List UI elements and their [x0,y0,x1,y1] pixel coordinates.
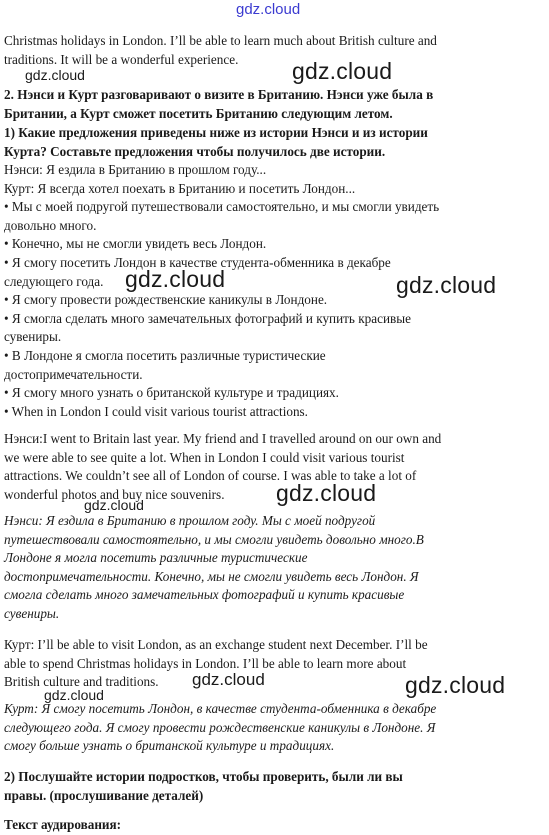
watermark: gdz.cloud [396,272,497,298]
subtask-1-heading [4,124,545,161]
text-line: Курта? Составьте предложения чтобы получилось две истории. [4,143,386,159]
text-line: Лондоне я могла посетить различные туристические [4,550,308,566]
kurt-story-russian [4,700,545,756]
watermark: gdz.cloud [44,687,104,703]
text-line: Christmas holidays in London. I’ll be able to learn much about British culture and [4,33,437,48]
text-line: 2) Послушайте истории подростков, чтобы проверить, были ли вы [4,769,403,784]
text-line: Курт: Я смогу посетить Лондон, в качестве студента-обменника в декабре [4,701,437,716]
list-item: следующего года. [4,273,104,289]
text-line: смогла сделать много замечательных фотографий и купить красивые [4,587,405,603]
list-item: • Я смогу посетить Лондон в качестве студента-обменника в декабре [4,254,391,270]
text-line: 2. Нэнси и Курт разговаривают о визите в Британию. Нэнси уже была в [4,87,434,102]
text-line: правы. (прослушивание деталей) [4,787,204,803]
list-item: Курт: Я всегда хотел поехать в Британию и посетить Лондон... [4,180,356,196]
text-line: сувениры. [4,605,60,621]
text-line: wonderful photos and buy nice souvenirs. [4,486,225,502]
text-line: Британии, а Курт сможет посетить Британию следующим летом. [4,105,393,121]
text-line: смогу больше узнать о британской культуре и традициях. [4,738,335,754]
text-line: Нэнси: Я ездила в Британию в прошлом году. Мы с моей подругой [4,513,376,528]
text-line: traditions. It will be a wonderful experience. [4,51,239,67]
intro-paragraph [4,32,545,69]
text-line: 1) Какие предложения приведены ниже из истории Нэнси и из истории [4,125,428,140]
watermark-top: gdz.cloud [236,1,301,18]
text-line: Курт: I’ll be able to visit London, as an exchange student next December. I’ll be [4,637,428,652]
text-line: attractions. We couldn’t see all of London of course. I was able to take a lot of [4,468,417,484]
text-line: able to spend Christmas holidays in London. I’ll be able to learn more about [4,655,407,671]
text-line: we were able to see quite a lot. When in London I could visit various tourist [4,449,405,465]
audio-text-heading [4,816,545,835]
nancy-story-russian [4,512,545,624]
list-item: сувениры. [4,329,62,345]
watermark: gdz.cloud [276,480,377,506]
watermark: gdz.cloud [25,67,85,83]
watermark: gdz.cloud [84,497,144,513]
list-item: довольно много. [4,217,97,233]
list-item: • Я смогу много узнать о британской культуре и традициях. [4,385,339,401]
text-line: Нэнси:I went to Britain last year. My friend and I travelled around on our own and [4,431,442,446]
list-item: • Я смогу провести рождественские каникулы в Лондоне. [4,292,328,308]
text-line: путешествовали самостоятельно, и мы смогли увидеть довольно много.В [4,531,424,547]
list-item: • Я смогла сделать много замечательных фотографий и купить красивые [4,310,411,326]
subtask-2-heading [4,768,545,805]
list-item: Нэнси: Я ездила в Британию в прошлом году... [4,162,267,177]
list-item: • Мы с моей подругой путешествовали самостоятельно, и мы смогли увидеть [4,199,440,215]
text-line: Текст аудирования: [4,817,122,832]
text-line: достопримечательности. Конечно, мы не смогли увидеть весь Лондон. Я [4,568,419,584]
text-line: следующего года. Я смогу провести рождественские каникулы в Лондоне. Я [4,719,436,735]
text-line: British culture and traditions. [4,674,159,690]
list-item: • Конечно, мы не смогли увидеть весь Лондон. [4,236,267,252]
nancy-story-english [4,430,545,504]
watermark: gdz.cloud [192,670,265,689]
list-item: • When in London I could visit various tourist attractions. [4,403,308,419]
watermark: gdz.cloud [405,672,506,698]
list-item: • В Лондоне я смогла посетить различные туристические [4,347,326,363]
list-item: достопримечательности. [4,366,143,382]
watermark: gdz.cloud [292,58,393,84]
task-2-heading [4,86,545,123]
watermark: gdz.cloud [125,266,226,292]
